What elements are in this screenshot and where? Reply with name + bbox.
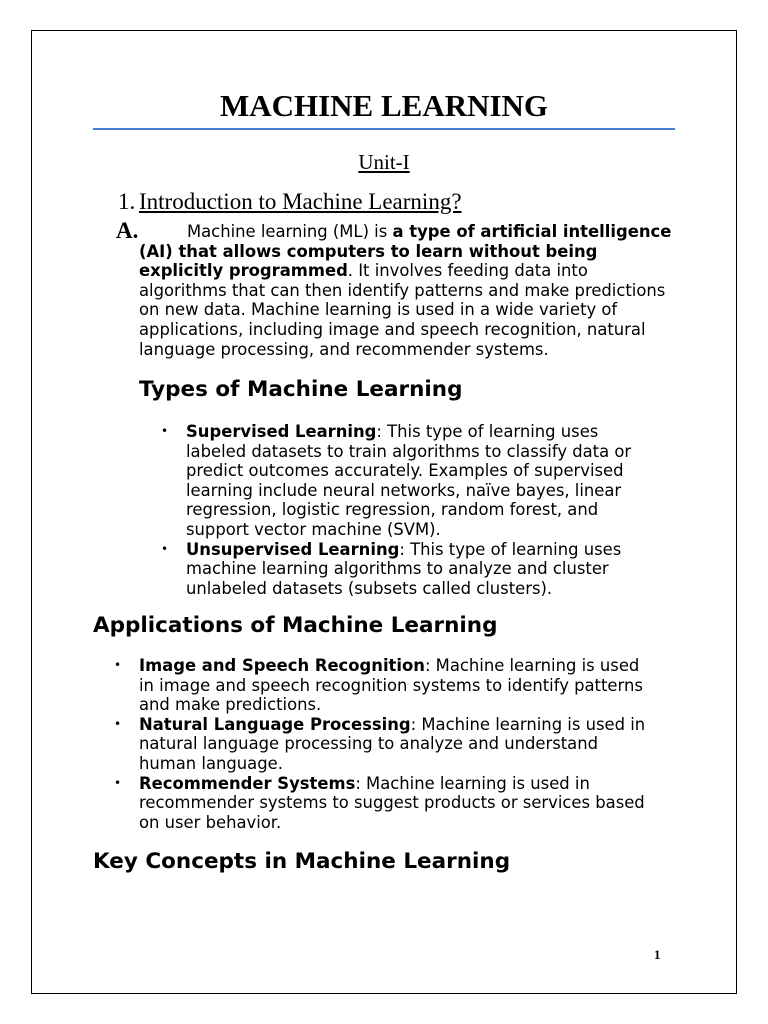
title-underline-rule	[93, 128, 675, 130]
list-item	[161, 539, 656, 599]
list-item-term: Supervised Learning	[186, 422, 377, 441]
list-item-text: : Machine learning is used in natural language processing to analyze and understand human language.	[139, 714, 646, 773]
key-concepts-heading: Key Concepts in Machine Learning	[93, 849, 511, 874]
intro-bold-definition: a type of artificial intelligence (AI) that allows computers to learn without being explicitly programmed	[139, 222, 672, 281]
list-item-term: Image and Speech Recognition	[139, 656, 425, 675]
page-number: 1	[654, 947, 661, 962]
bullet-icon: •	[114, 775, 122, 790]
applications-heading: Applications of Machine Learning	[93, 613, 498, 638]
intro-paragraph	[139, 222, 675, 359]
subsection-marker: A.	[116, 218, 139, 243]
types-list	[161, 422, 656, 598]
list-item-term: Natural Language Processing	[139, 714, 411, 734]
document-title: MACHINE LEARNING	[219, 88, 549, 123]
list-item-text: : This type of learning uses machine learning algorithms to analyze and cluster unlabeled datasets (subsets called clusters).	[186, 539, 622, 598]
types-heading: Types of Machine Learning	[139, 377, 463, 402]
section-title: Introduction to Machine Learning?	[139, 189, 462, 214]
list-item-term: Recommender Systems	[139, 773, 356, 793]
list-item-text: : Machine learning is used in image and speech recognition systems to identify patterns and make predictions.	[139, 656, 643, 715]
bullet-icon: •	[114, 716, 122, 731]
unit-label: Unit-I	[358, 150, 410, 174]
list-item-term: Unsupervised Learning	[186, 539, 400, 559]
bullet-icon: •	[114, 658, 122, 672]
list-item-text: : This type of learning uses labeled datasets to train algorithms to classify data or predict outcomes accurately. Examples of supervised learning include neural networks, naïve bayes, linear regression, logistic regression, random forest, and support vector machine (SVM).	[186, 422, 632, 539]
list-item-text: : Machine learning is used in recommender systems to suggest products or services based on user behavior.	[139, 773, 645, 832]
intro-text-rest: . It involves feeding data into algorithms that can then identify patterns and make predictions on new data. Machine learning is used in a wide variety of applications, including image and speech recognition, natural language processing, and recommender systems.	[139, 261, 666, 359]
list-item	[114, 714, 659, 774]
intro-text-start: Machine learning (ML) is	[187, 222, 393, 241]
bullet-icon: •	[161, 541, 169, 556]
section-number: 1.	[118, 189, 136, 214]
applications-list	[114, 656, 659, 832]
list-item	[161, 422, 656, 540]
list-item	[114, 656, 659, 715]
bullet-icon: •	[161, 424, 169, 438]
list-item	[114, 773, 659, 833]
